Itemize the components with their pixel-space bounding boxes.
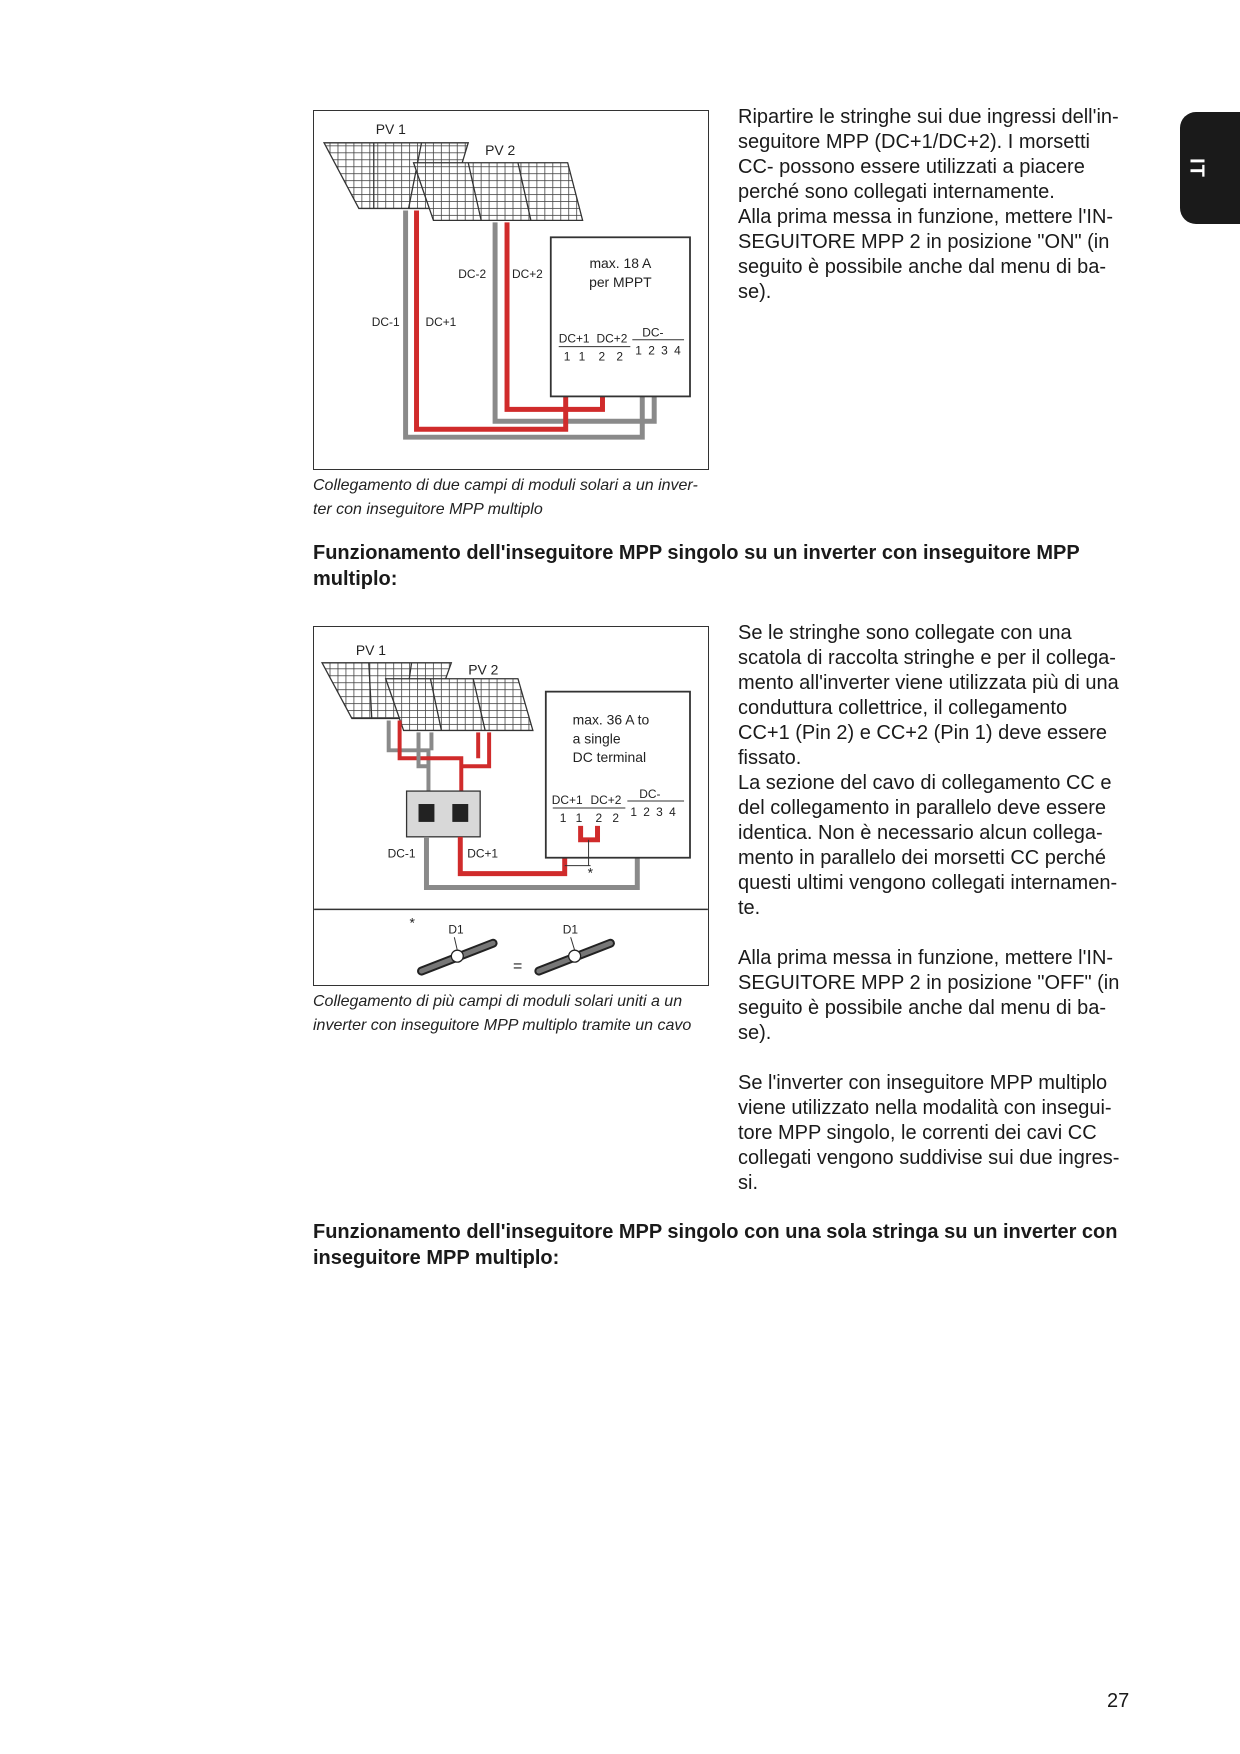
text1-line: perché sono collegati internamente. bbox=[738, 181, 1055, 203]
text2-line: te. bbox=[738, 897, 761, 919]
pv1-label: PV 1 bbox=[375, 120, 406, 137]
terminal-minus-4: 4 bbox=[674, 343, 681, 358]
text-block-2 bbox=[738, 621, 1148, 921]
figure-two-fields-wiring bbox=[313, 110, 709, 470]
pv2-label: PV 2 bbox=[468, 661, 499, 678]
pv1-label: PV 1 bbox=[355, 641, 387, 658]
terminal-dc-plus-2-label: DC+2 bbox=[590, 793, 622, 808]
text1-line: seguito è possibile anche dal menu di ba- bbox=[738, 256, 1107, 278]
terminal-2b: 2 bbox=[612, 810, 620, 825]
cable-ferrule-icon-right bbox=[539, 937, 611, 971]
text1-line: seguitore MPP (DC+1/DC+2). I morsetti bbox=[738, 131, 1090, 153]
pv2-array-icon bbox=[414, 163, 583, 221]
inverter-box-line3: DC terminal bbox=[572, 749, 647, 766]
terminal-minus-3: 3 bbox=[661, 343, 668, 358]
figure1-caption-line2: ter con inseguitore MPP multiplo bbox=[313, 501, 543, 518]
text-block-3 bbox=[738, 946, 1148, 1046]
terminal-dc-minus-label: DC- bbox=[639, 787, 661, 802]
inverter-box-line1: max. 18 A bbox=[589, 255, 652, 272]
text2-line: del collegamento in parallelo deve essere bbox=[738, 797, 1107, 819]
figure2-caption-line2: inverter con inseguitore MPP multiplo tramite un cavo bbox=[313, 1017, 692, 1034]
string-combiner-box bbox=[407, 791, 481, 837]
wiring-diagram-2 bbox=[314, 627, 708, 985]
dc-minus-1-label: DC-1 bbox=[371, 314, 400, 329]
language-tab-label: IT bbox=[1185, 158, 1208, 178]
terminal-dc-plus-1-label: DC+1 bbox=[551, 793, 583, 808]
dc-plus-2-label: DC+2 bbox=[511, 267, 543, 282]
text2-line: scatola di raccolta stringhe e per il collega- bbox=[738, 647, 1116, 669]
pv2-label: PV 2 bbox=[485, 141, 516, 158]
terminal-dc-plus-1-label: DC+1 bbox=[558, 331, 590, 346]
text3-line: seguito è possibile anche dal menu di ba- bbox=[738, 997, 1107, 1019]
terminal-dc-plus-2-label: DC+2 bbox=[596, 331, 628, 346]
text3-line: se). bbox=[738, 1022, 772, 1044]
text4-line: viene utilizzato nella modalità con insegui- bbox=[738, 1097, 1112, 1119]
terminal-minus-1: 1 bbox=[635, 343, 642, 358]
text1-line: Alla prima messa in funzione, mettere l'IN- bbox=[738, 206, 1114, 228]
text2-line: mento all'inverter viene utilizzata più di una bbox=[738, 672, 1119, 694]
text-block-1 bbox=[738, 105, 1148, 305]
figure-combined-fields-wiring bbox=[313, 626, 709, 986]
inverter-box-line2: per MPPT bbox=[589, 274, 652, 291]
text2-line: CC+1 (Pin 2) e CC+2 (Pin 1) deve essere bbox=[738, 722, 1108, 744]
wiring-diagram-1 bbox=[314, 111, 708, 469]
text2-line: questi ultimi vengono collegati internamen- bbox=[738, 872, 1118, 894]
dc-minus-2-label: DC-2 bbox=[458, 267, 487, 282]
figure2-caption-line1: Collegamento di più campi di moduli solari uniti a un bbox=[313, 993, 683, 1010]
terminal-1a: 1 bbox=[563, 349, 571, 364]
text2-line: conduttura collettrice, il collegamento bbox=[738, 697, 1068, 719]
cable-ferrule-icon-left bbox=[422, 937, 494, 971]
text2-line: fissato. bbox=[738, 747, 802, 769]
text4-line: collegati vengono suddivise sui due ingres- bbox=[738, 1147, 1120, 1169]
text-block-4 bbox=[738, 1071, 1148, 1196]
combiner-terminal-plus bbox=[452, 804, 468, 822]
inverter-box-line2: a single bbox=[572, 730, 621, 747]
terminal-1b: 1 bbox=[575, 810, 583, 825]
terminal-2a: 2 bbox=[598, 349, 606, 364]
text1-line: CC- possono essere utilizzati a piacere bbox=[738, 156, 1085, 178]
terminal-minus-2: 2 bbox=[648, 343, 655, 358]
text4-line: Se l'inverter con inseguitore MPP multiplo bbox=[738, 1072, 1108, 1094]
language-tab bbox=[1180, 112, 1240, 224]
text2-line: La sezione del cavo di collegamento CC e bbox=[738, 772, 1112, 794]
text1-line: SEGUITORE MPP 2 in posizione "ON" (in bbox=[738, 231, 1110, 253]
dc-plus-1-label: DC+1 bbox=[467, 846, 499, 861]
text2-line: Se le stringhe sono collegate con una bbox=[738, 622, 1072, 644]
pv-arrays-icon bbox=[322, 663, 533, 731]
jumper-asterisk: * bbox=[587, 864, 593, 881]
text1-line: se). bbox=[738, 281, 772, 303]
text4-line: si. bbox=[738, 1172, 758, 1194]
section-heading-1: Funzionamento dell'inseguitore MPP singolo su un inverter con inseguitore MPP multiplo: bbox=[313, 542, 1080, 590]
terminal-1b: 1 bbox=[578, 349, 586, 364]
detail-asterisk: * bbox=[409, 914, 415, 931]
terminal-2a: 2 bbox=[595, 810, 603, 825]
inverter-box-line1: max. 36 A to bbox=[572, 711, 650, 728]
dc-minus-1-label: DC-1 bbox=[387, 846, 416, 861]
terminal-minus-1: 1 bbox=[630, 804, 637, 819]
section-heading-2: Funzionamento dell'inseguitore MPP singolo con una sola stringa su un inverter con inseguitore MPP multiplo: bbox=[313, 1221, 1118, 1269]
text3-line: SEGUITORE MPP 2 in posizione "OFF" (in bbox=[738, 972, 1120, 994]
d1-right-label: D1 bbox=[562, 922, 578, 937]
dc-plus-1-label: DC+1 bbox=[425, 314, 457, 329]
terminal-dc-minus-label: DC- bbox=[642, 325, 664, 340]
terminal-minus-4: 4 bbox=[669, 804, 676, 819]
figure2-caption bbox=[313, 990, 723, 1038]
figure1-caption bbox=[313, 474, 713, 522]
terminal-2b: 2 bbox=[616, 349, 624, 364]
equals-sign: = bbox=[512, 958, 523, 976]
text2-line: identica. Non è necessario alcun collega- bbox=[738, 822, 1103, 844]
text4-line: tore MPP singolo, le correnti dei cavi CC bbox=[738, 1122, 1097, 1144]
terminal-minus-2: 2 bbox=[643, 804, 650, 819]
d1-left-label: D1 bbox=[448, 922, 464, 937]
text3-line: Alla prima messa in funzione, mettere l'IN- bbox=[738, 947, 1114, 969]
terminal-1a: 1 bbox=[559, 810, 567, 825]
terminal-minus-3: 3 bbox=[656, 804, 663, 819]
combiner-terminal-minus bbox=[419, 804, 435, 822]
page-number: 27 bbox=[1107, 1690, 1130, 1712]
figure1-caption-line1: Collegamento di due campi di moduli solari a un inver- bbox=[313, 477, 698, 494]
text2-line: mento in parallelo dei morsetti CC perché bbox=[738, 847, 1106, 869]
text1-line: Ripartire le stringhe sui due ingressi dell'in- bbox=[738, 106, 1119, 128]
